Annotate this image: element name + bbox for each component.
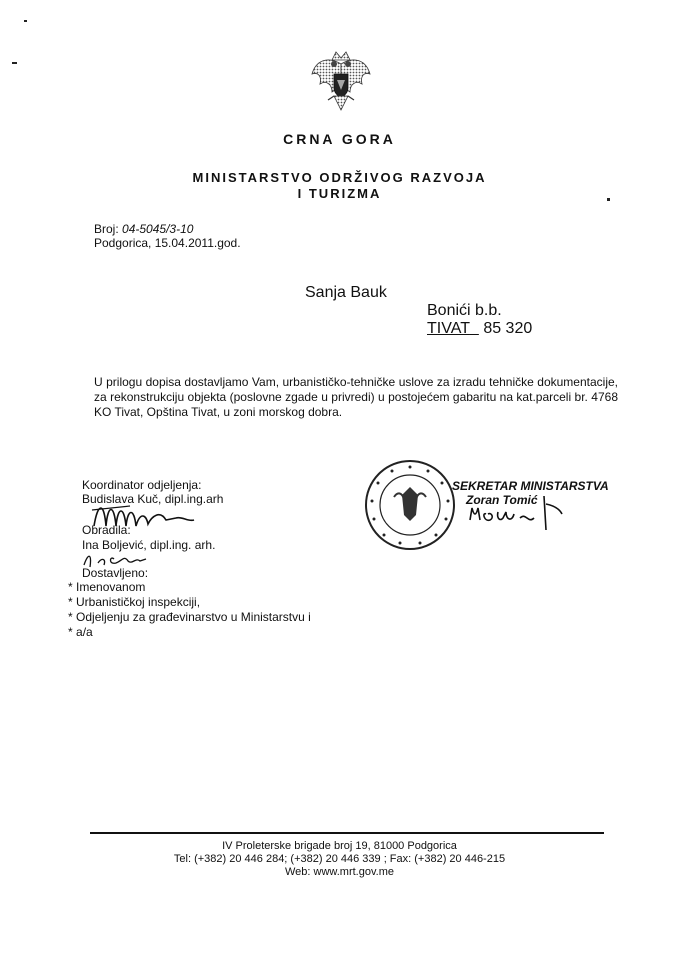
footer-divider — [90, 832, 604, 834]
coordinator-label: Koordinator odjeljenja: — [82, 478, 202, 492]
reference-label: Broj: — [94, 222, 119, 236]
ministry-name-line1: MINISTARSTVO ODRŽIVOG RAZVOJA — [192, 170, 487, 185]
delivered-item: * Imenovanom — [68, 580, 146, 594]
secretary-signature-scribble — [466, 490, 576, 534]
scan-speck — [24, 20, 27, 22]
recipient-postcode: 85 320 — [483, 320, 533, 337]
recipient-city: TIVAT — [427, 320, 470, 337]
delivered-item: * Odjeljenju za građevinarstvo u Ministarstvu i — [68, 610, 311, 624]
recipient-street: Bonići b.b. — [427, 302, 502, 319]
footer-web: Web: www.mrt.gov.me — [284, 866, 394, 878]
footer-phones: Tel: (+382) 20 446 284; (+382) 20 446 339 ; Fax: (+382) 20 446-215 — [173, 853, 506, 865]
recipient-city-line — [427, 320, 532, 338]
coat-of-arms-emblem — [310, 50, 372, 114]
delivered-item: * Urbanističkoj inspekciji, — [68, 595, 201, 609]
delivered-item: * a/a — [68, 625, 93, 639]
delivered-to-label: Dostavljeno: — [82, 566, 149, 580]
prepared-by-label: Obradila: — [82, 523, 131, 537]
coordinator-name: Budislava Kuč, dipl.ing.arh — [82, 492, 224, 506]
scan-speck — [12, 62, 17, 64]
place-date: Podgorica, 15.04.2011.god. — [94, 236, 241, 250]
recipient-name: Sanja Bauk — [305, 284, 387, 301]
ministry-name-line2: I TURIZMA — [297, 186, 382, 201]
secretary-name: Zoran Tomić — [466, 493, 538, 507]
reference-number — [94, 222, 193, 236]
letter-body: U prilogu dopisa dostavljamo Vam, urbanističko-tehničke uslove za izradu tehničke dokumentacije, za rekonstrukciju objekta (poslovne zgade u privredi) u postojećem gabaritu na kat.parceli br. 4768 KO Tivat, Opština Tivat, u zoni morskog dobra. — [94, 375, 618, 419]
reference-value: 04-5045/3-10 — [122, 222, 194, 236]
secretary-title: SEKRETAR MINISTARSTVA — [452, 479, 609, 493]
official-stamp — [362, 457, 458, 553]
country-name: CRNA GORA — [283, 131, 396, 147]
footer-address: IV Proleterske brigade broj 19, 81000 Podgorica — [222, 840, 457, 852]
prepared-by-name: Ina Boljević, dipl.ing. arh. — [82, 538, 216, 552]
